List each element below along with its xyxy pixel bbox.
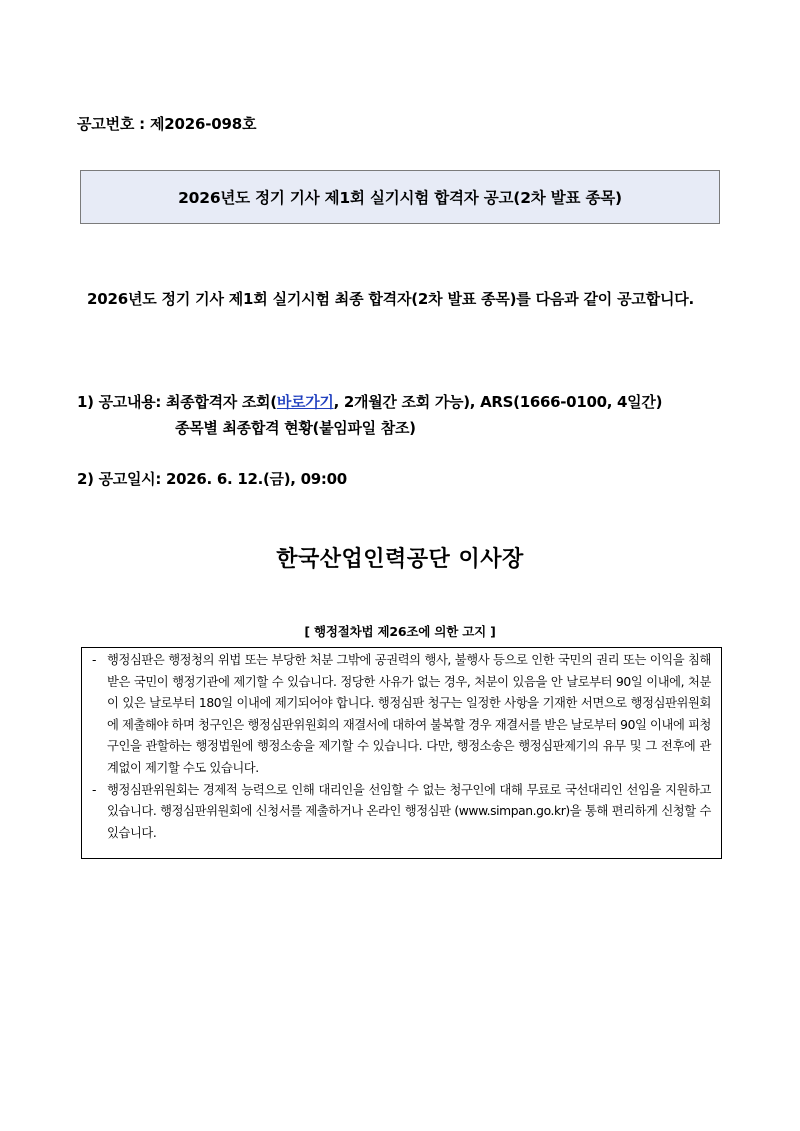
notice-title: 2026년도 정기 기사 제1회 실기시험 합격자 공고(2차 발표 종목) [178,189,622,207]
notice-date-item: 2) 공고일시: 2026. 6. 12.(금), 09:00 [77,470,347,488]
bullet-dash: - [92,653,97,667]
shortcut-link[interactable]: 바로가기 [276,393,334,411]
bullet-dash: - [92,782,97,797]
title-box [80,170,720,224]
legal-notice-title: [ 행정절차법 제26조에 의한 고지 ] [304,624,496,639]
notice-content-item [77,390,662,415]
notice-content-suffix: , 2개월간 조회 가능), ARS(1666-0100, 4일간) [333,393,663,411]
legal-notice-box [81,647,722,859]
notice-content-prefix: 1) 공고내용: 최종합격자 조회( [77,393,277,411]
legal-notice-item [92,780,711,845]
legal-notice-text: 행정심판은 행정청의 위법 또는 부당한 처분 그밖에 공권력의 행사, 불행사 등으로 인한 국민의 권리 또는 이익을 침해받은 국민이 행정기관에 제기할 수 있습니다. 정당한 사유가 없는 경우, 처분이 있음을 안 날로부터 90일 이내에, 처분이 있은 날로부터 180일 이내에 제기되어야 합니다. 행정심판 청구는 일정한 사항을 기재한 서면으로 행정심판위원회에 제출해야 하며 청구인은 행정심판위원회의 재결서에 대하여 불복할 경우 재결서를 받은 날로부터 90일 이내에 피청구인을 관할하는 행정법원에 행정소송을 제기할 수 있습니다. 다만, 행정소송은 행정심판제기의 유무 및 그 전후에 관계없이 제기할 수도 있습니다. [107,653,711,775]
notice-content-line2: 종목별 최종합격 현황(붙임파일 참조) [175,419,416,437]
issuer-signature: 한국산업인력공단 이사장 [276,547,524,572]
intro-paragraph: 2026년도 정기 기사 제1회 실기시험 최종 합격자(2차 발표 종목)를 다음과 같이 공고합니다. [87,290,695,308]
notice-number: 공고번호 : 제2026-098호 [77,115,257,133]
legal-notice-text: 행정심판위원회는 경제적 능력으로 인해 대리인을 선임할 수 없는 청구인에 대해 무료로 국선대리인 선임을 지원하고 있습니다. 행정심판위원회에 신청서를 제출하거나 온라인 행정심판 (www.simpan.go.kr)을 통해 편리하게 신청할 수 있습니다. [107,782,711,840]
legal-notice-item [92,650,711,780]
